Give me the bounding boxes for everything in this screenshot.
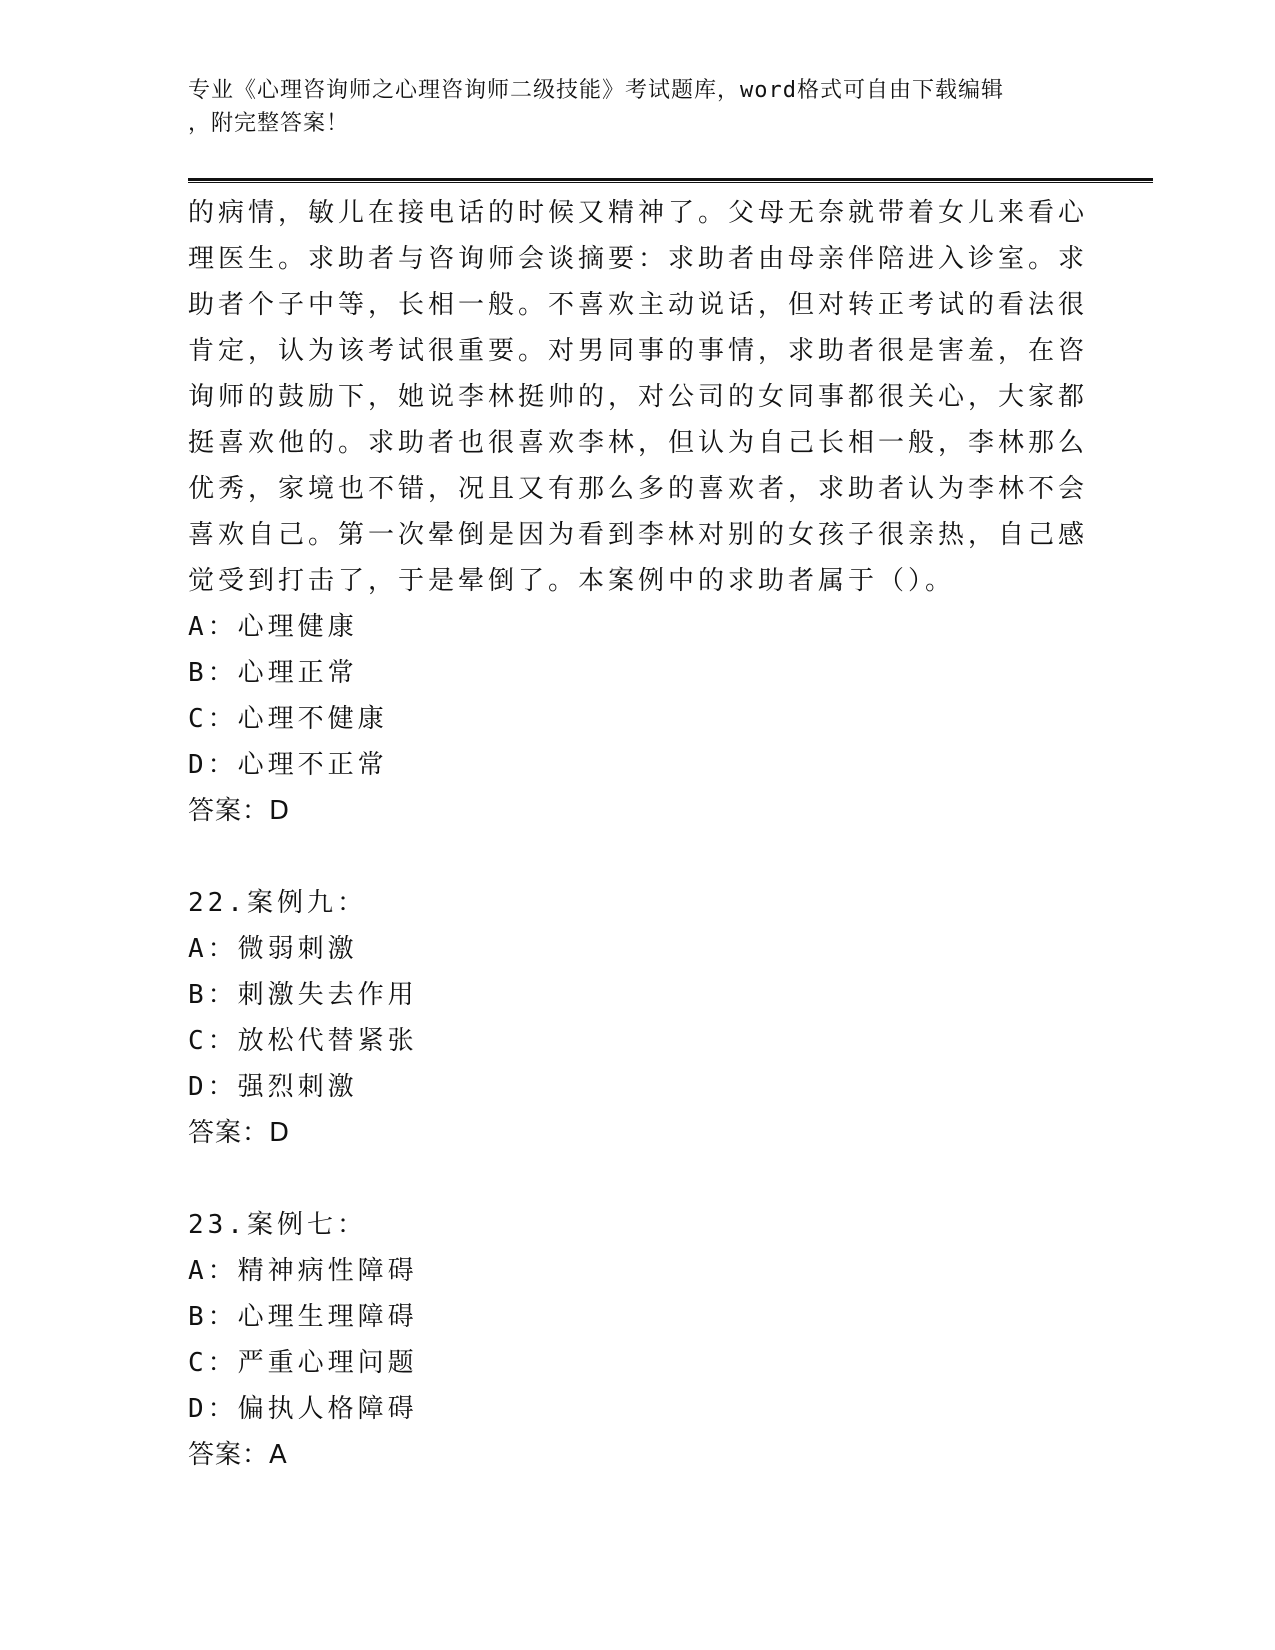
option-d: D：偏执人格障碍: [188, 1394, 418, 1424]
question-stem: [188, 190, 1088, 604]
stem-line: 喜欢自己。第一次晕倒是因为看到李林对别的女孩子很亲热，自己感: [188, 520, 1089, 550]
stem-line: 的病情，敏儿在接电话的时候又精神了。父母无奈就带着女儿来看心: [188, 198, 1089, 228]
option-c: C：严重心理问题: [188, 1348, 418, 1378]
question-title: 23.案例七：: [188, 1210, 367, 1240]
stem-line: 询师的鼓励下，她说李林挺帅的，对公司的女同事都很关心，大家都: [188, 382, 1089, 412]
option-b: B：刺激失去作用: [188, 980, 418, 1010]
option-d: D：强烈刺激: [188, 1072, 358, 1102]
option-a: A：精神病性障碍: [188, 1256, 418, 1286]
header-line-2: ，附完整答案！: [188, 111, 350, 136]
stem-line: 肯定，认为该考试很重要。对男同事的事情，求助者很是害羞，在咨: [188, 336, 1089, 366]
question-21: [188, 190, 1088, 834]
spacer: [188, 834, 1088, 880]
question-22: [188, 880, 1088, 1156]
option-a: A：微弱刺激: [188, 934, 358, 964]
answer-label: 答案：D: [188, 796, 291, 826]
document-body: [188, 190, 1088, 1478]
answer-label: 答案：D: [188, 1118, 291, 1148]
stem-line: 觉受到打击了，于是晕倒了。本案例中的求助者属于（）。: [188, 566, 956, 596]
stem-line: 理医生。求助者与咨询师会谈摘要：求助者由母亲伴陪进入诊室。求: [188, 244, 1089, 274]
option-d: D：心理不正常: [188, 750, 388, 780]
stem-line: 助者个子中等，长相一般。不喜欢主动说话，但对转正考试的看法很: [188, 290, 1089, 320]
stem-line: 挺喜欢他的。求助者也很喜欢李林，但认为自己长相一般，李林那么: [188, 428, 1089, 458]
answer-label: 答案：A: [188, 1440, 288, 1470]
page-header: [188, 74, 1088, 140]
header-divider: [188, 178, 1153, 183]
option-b: B：心理生理障碍: [188, 1302, 418, 1332]
header-line-1: 专业《心理咨询师之心理咨询师二级技能》考试题库，word格式可自由下载编辑: [188, 78, 1004, 103]
option-c: C：放松代替紧张: [188, 1026, 418, 1056]
option-a: A：心理健康: [188, 612, 358, 642]
option-b: B：心理正常: [188, 658, 358, 688]
stem-line: 优秀，家境也不错，况且又有那么多的喜欢者，求助者认为李林不会: [188, 474, 1089, 504]
question-23: [188, 1202, 1088, 1478]
spacer: [188, 1156, 1088, 1202]
option-c: C：心理不健康: [188, 704, 388, 734]
question-title: 22.案例九：: [188, 888, 367, 918]
